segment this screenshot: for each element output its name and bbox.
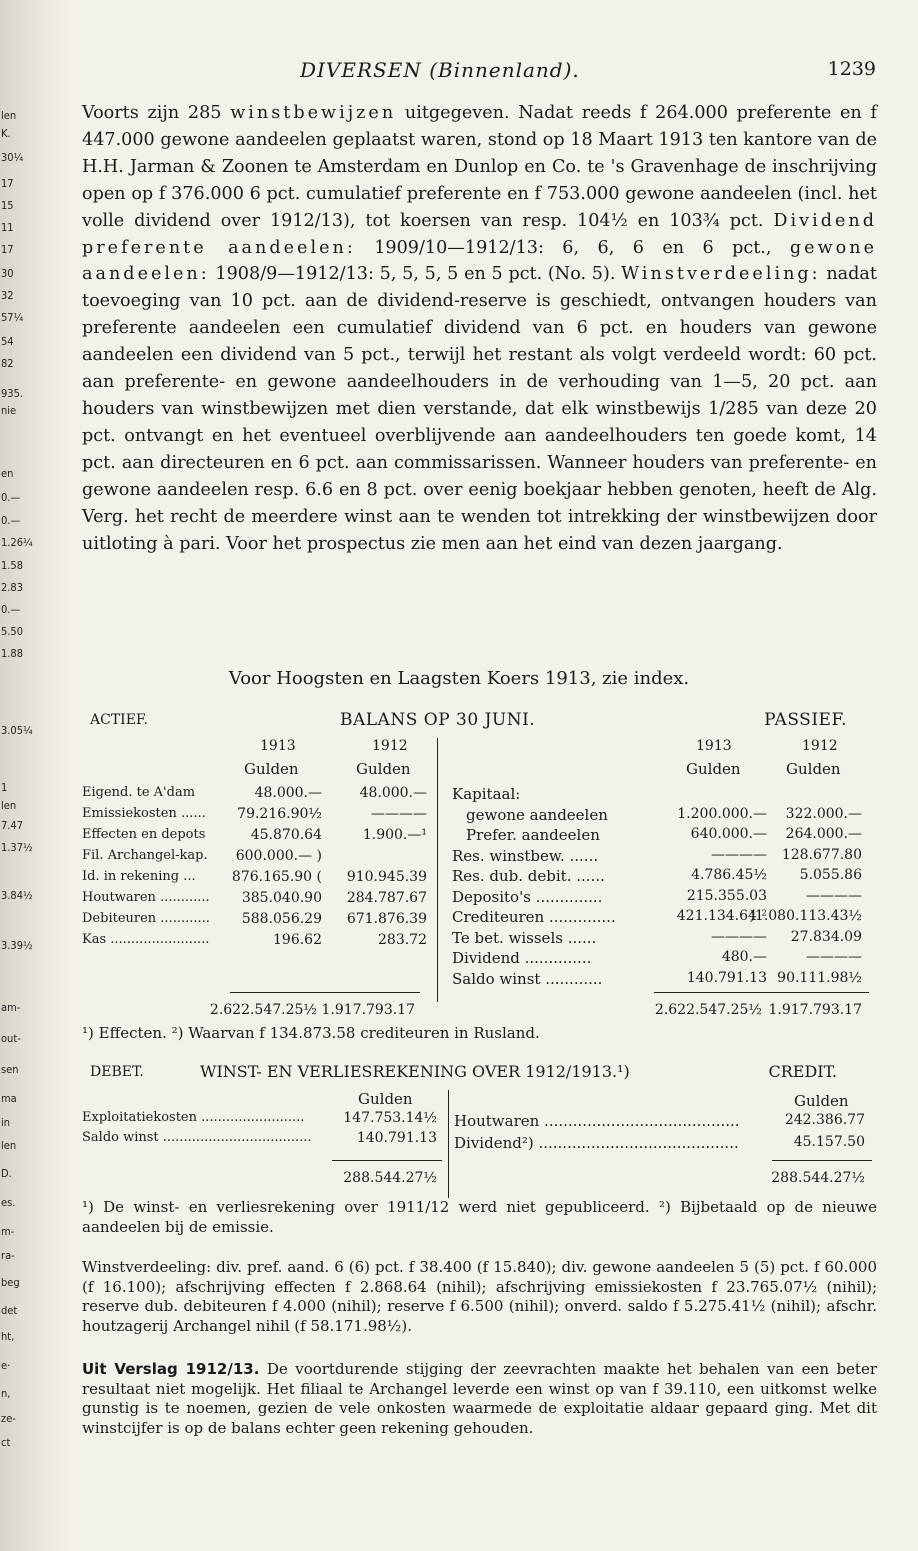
page-header	[0, 58, 918, 88]
passief-row-v1912: 322.000.—	[785, 805, 862, 822]
body-text-segment: uitgegeven. Nadat reeds f 264.000 preferente en f 447.000 gewone aandeelen geplaatst waren, stond op 18 Maart 1913 ten kantore van de H.H. Jarman & Zoonen te Amsterdam en Dunlop en Co. te 's Gravenhage de inschrijving open op f 376.000 6 pct. cumulatief preferente en f 753.000 gewone aandeelen (incl. het volle dividend over 1912/13), tot koersen van resp. 104½ en 103¾ pct.	[82, 103, 877, 231]
verslag-text: De voortdurende stijging der zeevrachten maakte het behalen van een beter resultaat niet mogelijk. Het filiaal te Archangel leverde een winst op van f 39.110, een uitkomst welke gunstig is te noemen, gezien de vele onkosten waarmede de exploitatie aldaar gepaard ging. Met dit winstcijfer is op de balans echter geen rekening gehouden.	[82, 1360, 877, 1437]
actief-row-v1912: 1.900.—¹	[362, 827, 427, 843]
actief-row-v1913: 45.870.64	[250, 827, 322, 843]
gutter-fragment: len	[1, 1139, 17, 1152]
body-text-segment: 1908/9—1912/13: 5, 5, 5, 5 en 5 pct. (No. 5).	[209, 264, 622, 285]
passief-total-1913: 2.622.547.25½	[654, 1002, 762, 1018]
passief-unit-1912: Gulden	[786, 760, 841, 778]
credit-row-value: 45.157.50	[793, 1134, 865, 1150]
gutter-fragment: K.	[1, 127, 11, 140]
gutter-fragment: e·	[1, 1359, 11, 1372]
credit-label: CREDIT.	[768, 1062, 837, 1081]
passief-row-label: Saldo winst ............	[452, 969, 603, 988]
actief-row-label: Houtwaren ............	[82, 890, 210, 905]
passief-row-v1913: 1.200.000.—	[677, 805, 767, 822]
verslag-section	[82, 1360, 877, 1438]
gutter-fragment: nie	[1, 404, 17, 417]
debet-row-label: Exploitatiekosten .........................	[82, 1110, 305, 1125]
debet-row-label: Saldo winst ....................................	[82, 1130, 312, 1145]
gutter-fragment: 935.	[1, 387, 24, 400]
actief-row-v1912: 48.000.—	[359, 785, 427, 801]
spaced-heading: Dividend preferente aandeelen:	[82, 210, 877, 258]
spaced-heading: winstbewijzen	[230, 103, 397, 123]
gutter-fragment: ht,	[1, 1330, 15, 1343]
gutter-fragment: 15	[1, 199, 14, 212]
debet-unit: Gulden	[358, 1090, 413, 1108]
gutter-fragment: 1.58	[1, 559, 24, 572]
passief-row-label: Dividend ..............	[452, 949, 592, 967]
gutter-fragment: 17	[1, 243, 14, 256]
gutter-fragment: 30	[1, 267, 14, 280]
actief-row-label: Emissiekosten ......	[82, 806, 206, 821]
gutter-fragment: 11	[1, 221, 14, 234]
page-number: 1239	[827, 58, 876, 80]
pl-footnote-text: ¹) De winst- en verliesrekening over 1911/12 werd niet gepubliceerd. ²) Bijbetaald op de nieuwe aandeelen bij de emissie.	[82, 1198, 877, 1236]
passief-row-v1912: 27.834.09	[790, 928, 862, 945]
passief-year-1912: 1912	[802, 738, 838, 754]
gutter-fragment: D.	[1, 1167, 12, 1180]
credit-unit: Gulden	[794, 1092, 849, 1110]
gutter-fragment: 57¼	[1, 311, 24, 324]
gutter-fragment: len	[1, 109, 17, 122]
passief-row-v1913: 215.355.03	[686, 887, 767, 904]
passief-row-v1913: 480.—	[721, 949, 767, 965]
passief-row-v1913: ————	[711, 846, 767, 863]
gutter-fragment: 1.37½	[1, 841, 33, 854]
passief-total-1912: 1.917.793.17	[768, 1002, 862, 1018]
actief-row-v1913: 588.056.29	[241, 911, 322, 927]
actief-row-label: Fil. Archangel-kap.	[82, 848, 208, 863]
actief-row-v1912: 284.787.67	[346, 890, 427, 906]
actief-row-v1913: 196.62	[273, 932, 322, 948]
passief-row-v1913: 640.000.—	[690, 826, 767, 842]
actief-row-label: Kas ........................	[82, 932, 210, 947]
balance-footnote: ¹) Effecten. ²) Waarvan f 134.873.58 crediteuren in Rusland.	[82, 1024, 540, 1042]
balance-title: BALANS OP 30 JUNI.	[340, 710, 536, 730]
gutter-fragment: beg	[1, 1276, 20, 1289]
spaced-heading: Winstverdeeling:	[621, 264, 821, 285]
gutter-fragment: out-	[1, 1032, 21, 1045]
pl-divider	[448, 1090, 449, 1198]
credit-total: 288.544.27½	[771, 1170, 865, 1186]
gutter-fragment: 0.—	[1, 514, 21, 527]
credit-row-label: Houtwaren .........................................	[454, 1112, 740, 1130]
gutter-fragment: es.	[1, 1196, 16, 1209]
verslag-title: Uit Verslag 1912/13.	[82, 1360, 260, 1378]
gutter-fragment: ra-	[1, 1249, 15, 1262]
body-text-segment: nadat toevoeging van 10 pct. aan de dividend-reserve is geschiedt, ontvangen houders van preferente aandeelen een cumulatief dividend van 6 pct. en houders van gewone aandeelen een dividend van 5 pct., terwijl het restant als volgt verdeeld wordt: 60 pct. aan preferente- en gewone aandeelhouders in de verhouding van 1—5, 20 pct. aan houders van winstbewijzen met dien verstande, dat elk winstbewijs 1/285 van deze 20 pct. ontvangt en het eventueel overblijvende aan aandeelhouders ten goede komt, 14 pct. aan directeuren en 6 pct. aan commissarissen. Wanneer houders van preferente- en gewone aandeelen resp. 6.6 en 8 pct. over eenig boekjaar hebben genoten, heeft de Alg. Verg. het recht de meerdere winst aan te wenden tot intrekking der winstbewijzen door uitloting à pari. Voor het prospectus zie men aan het eind van dezen jaargang.	[82, 264, 877, 554]
passief-row-label: Prefer. aandeelen	[466, 826, 600, 844]
passief-row-v1912: ————	[806, 949, 862, 965]
passief-row-label: Res. dub. debit. ......	[452, 867, 605, 885]
actief-row-v1912: 910.945.39	[346, 869, 427, 885]
passief-year-1913: 1913	[696, 738, 732, 754]
pl-footnote	[82, 1198, 877, 1237]
gutter-fragment: 3.84½	[1, 889, 33, 902]
passief-row-label: Crediteuren ..............	[452, 908, 616, 926]
actief-unit-1912: Gulden	[356, 760, 411, 778]
passief-row-v1913: 421.134.64 ²	[676, 908, 767, 924]
actief-row-label: Id. in rekening ...	[82, 869, 196, 884]
gutter-fragment: n,	[1, 1387, 11, 1400]
actief-row-v1912: 283.72	[378, 932, 427, 948]
debet-row-value: 140.791.13	[356, 1130, 437, 1146]
actief-row-label: Eigend. te A'dam	[82, 785, 196, 800]
actief-row-label: Debiteuren ............	[82, 911, 210, 926]
winstverdeeling-text: Winstverdeeling: div. pref. aand. 6 (6) pct. f 38.400 (f 15.840); div. gewone aandeelen 5 (5) pct. f 60.000 (f 16.100); afschrijving effecten f 2.868.64 (nihil); afschrijving emissiekosten f 23.765.07½ (nihil); reserve dub. debiteuren f 4.000 (nihil); reserve f 6.500 (nihil); onverd. saldo f 5.275.41½ (nihil); afschr. houtzagerij Archangel nihil (f 58.171.98½).	[82, 1258, 877, 1335]
gutter-fragment: en	[1, 467, 14, 480]
actief-row-label: Effecten en depots	[82, 827, 206, 842]
spaced-heading: gewone aandeelen:	[82, 237, 877, 285]
passief-row-label: Res. winstbew. ......	[452, 846, 599, 865]
gutter-fragment: 0.—	[1, 603, 21, 616]
gutter-fragment: 3.05¼	[1, 724, 33, 737]
gutter-fragment: 1.88	[1, 647, 24, 660]
page-title: DIVERSEN (Binnenland).	[300, 58, 580, 82]
passief-row-v1912: 5.055.86	[799, 867, 862, 883]
debet-total-rule	[332, 1160, 442, 1161]
passief-row-v1913: 140.791.13	[686, 969, 767, 986]
gutter-fragment: 1	[1, 781, 8, 794]
gutter-fragment: ct	[1, 1436, 11, 1449]
body-text-segment: 1909/10—1912/13: 6, 6, 6 en 6 pct.,	[355, 237, 790, 258]
gutter-fragment: 32	[1, 289, 14, 302]
debet-label: DEBET.	[90, 1064, 144, 1080]
passief-label: PASSIEF.	[764, 710, 847, 730]
gutter-fragment: 2.83	[1, 581, 24, 594]
actief-total-1913: 2.622.547.25½	[209, 1002, 317, 1018]
passief-total-rule	[654, 992, 869, 993]
actief-year-1912: 1912	[372, 738, 408, 754]
actief-total-rule	[230, 992, 420, 993]
winstverdeeling-note	[82, 1258, 877, 1336]
gutter-fragment: 82	[1, 357, 14, 370]
passief-row-label: Kapitaal:	[452, 785, 521, 803]
passief-row-v1912: )1.080.113.43½	[749, 908, 862, 924]
passief-row-v1912: 264.000.—	[785, 826, 862, 842]
debet-total: 288.544.27½	[343, 1170, 437, 1186]
actief-row-v1913: 79.216.90½	[237, 806, 322, 822]
actief-year-1913: 1913	[260, 738, 296, 754]
actief-row-v1912: ————	[371, 806, 427, 822]
balance-divider	[437, 738, 438, 1002]
passief-row-v1912: ————	[806, 887, 862, 904]
passief-row-label: Deposito's ..............	[452, 887, 603, 906]
credit-row-label: Dividend²) ..........................................	[454, 1134, 739, 1152]
gutter-fragment: 3.39½	[1, 939, 33, 952]
passief-row-label: gewone aandeelen	[466, 805, 608, 824]
gutter-fragment: 5.50	[1, 625, 24, 638]
gutter-fragment: ze-	[1, 1412, 16, 1425]
actief-total-1912: 1.917.793.17	[321, 1002, 415, 1018]
left-margin-gutter	[0, 0, 72, 1551]
index-note: Voor Hoogsten en Laagsten Koers 1913, zie index.	[228, 668, 690, 689]
gutter-fragment: m-	[1, 1225, 15, 1238]
gutter-fragment: sen	[1, 1063, 19, 1076]
body-text-segment: Voorts zijn 285	[82, 103, 231, 123]
credit-row-value: 242.386.77	[784, 1112, 865, 1128]
gutter-fragment: 17	[1, 177, 14, 190]
passief-row-v1913: 4.786.45½	[691, 867, 767, 883]
debet-row-value: 147.753.14½	[343, 1110, 437, 1126]
gutter-fragment: in	[1, 1116, 11, 1129]
gutter-fragment: len	[1, 799, 17, 812]
pl-title: WINST- EN VERLIESREKENING OVER 1912/1913.¹)	[200, 1062, 630, 1081]
actief-unit-1913: Gulden	[244, 760, 299, 778]
body-paragraph	[82, 100, 877, 557]
passief-row-v1912: 90.111.98½	[777, 969, 862, 986]
gutter-fragment: det	[1, 1304, 18, 1317]
actief-row-v1912: 671.876.39	[346, 911, 427, 927]
gutter-fragment: 1.26¼	[1, 536, 33, 549]
passief-unit-1913: Gulden	[686, 760, 741, 778]
passief-row-v1913: ————	[711, 928, 767, 945]
actief-row-v1913: 876.165.90 (	[231, 869, 322, 885]
actief-label: ACTIEF.	[90, 712, 148, 728]
gutter-fragment: 7.47	[1, 819, 24, 832]
gutter-fragment: 0.—	[1, 491, 21, 504]
gutter-fragment: 30¼	[1, 151, 24, 164]
passief-row-label: Te bet. wissels ......	[452, 928, 597, 947]
passief-row-v1912: 128.677.80	[781, 846, 862, 863]
actief-row-v1913: 600.000.— )	[235, 848, 322, 864]
credit-total-rule	[772, 1160, 872, 1161]
gutter-fragment: 54	[1, 335, 14, 348]
gutter-fragment: ma	[1, 1092, 17, 1105]
gutter-fragment: am-	[1, 1001, 21, 1014]
actief-row-v1913: 385.040.90	[241, 890, 322, 906]
actief-row-v1913: 48.000.—	[254, 785, 322, 801]
